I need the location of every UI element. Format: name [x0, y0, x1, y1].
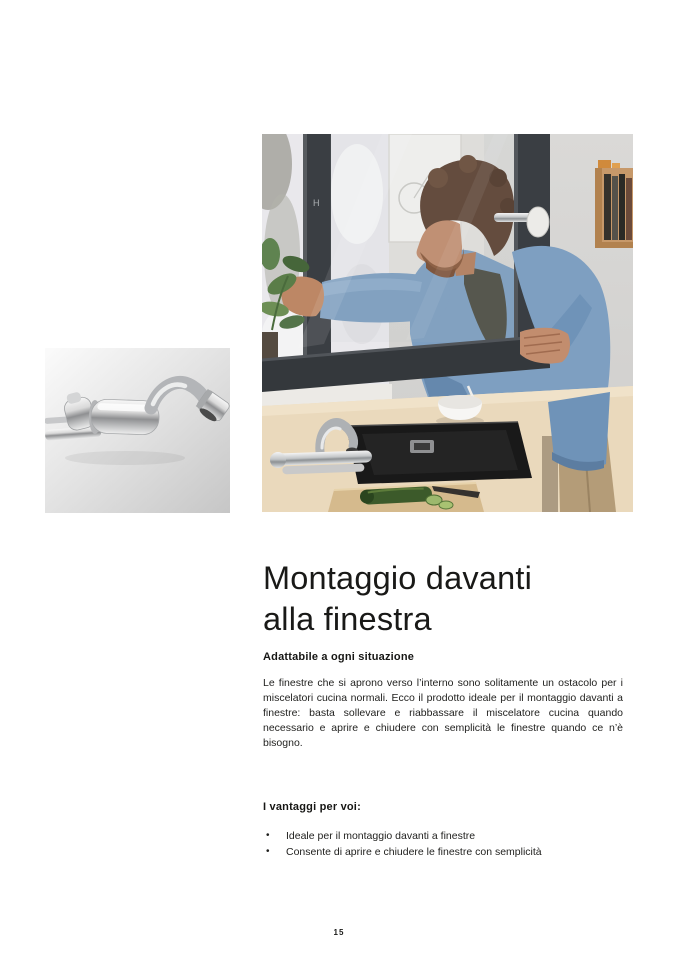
kitchen-sink: [346, 422, 532, 484]
benefit-item: [263, 845, 623, 861]
page-title: [263, 558, 532, 640]
hero-photo-illustration: [262, 134, 633, 512]
intro-section: [263, 651, 623, 751]
window-frame-logo: H: [313, 198, 320, 208]
benefits-section: [263, 801, 623, 860]
cucumber-slice: [439, 501, 453, 509]
benefit-item-text: Ideale per il montaggio davanti a finestre: [286, 830, 476, 842]
product-photo-illustration: [45, 348, 230, 513]
hero-photo: [262, 134, 633, 512]
bullet-glyph: •: [266, 845, 270, 857]
intro-body: Le finestre che si aprono verso l’interno sono solitamente un ostacolo per i miscelatori cucina normali. Ecco il prodotto ideale per il montaggio davanti a finestre: basta sollevare e riabbassare il miscelatore cucina quando necessario e aprire e chiudere con semplicità le finestre quando ce n’è bisogno.: [263, 677, 623, 749]
window-frame-left-bar: [303, 134, 331, 388]
page-number: 15: [333, 928, 345, 937]
bookshelf: [595, 160, 633, 248]
intro-heading: Adattabile a ogni situazione: [263, 651, 415, 663]
bullet-glyph: •: [266, 830, 270, 841]
page-title-line2: alla finestra: [263, 600, 432, 637]
benefits-heading: I vantaggi per voi:: [263, 801, 361, 813]
benefit-item-text: Consente di aprire e chiudere le finestre con semplicità: [286, 845, 542, 858]
product-photo: [45, 348, 230, 513]
benefits-list: [263, 829, 623, 860]
benefit-item: [263, 829, 623, 845]
page-title-line1: Montaggio davanti: [263, 559, 533, 596]
